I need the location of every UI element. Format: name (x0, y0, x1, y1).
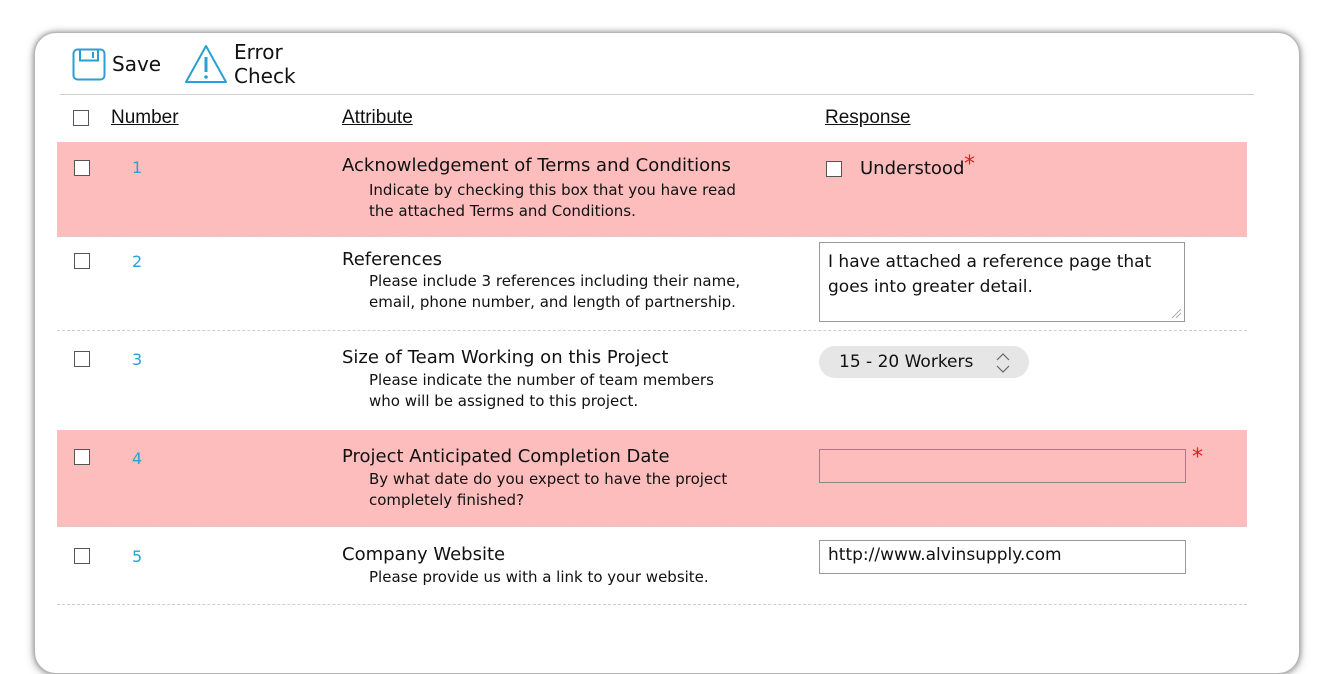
completion-date-input[interactable] (819, 449, 1186, 483)
team-size-value: 15 - 20 Workers (839, 352, 974, 372)
row-title: Size of Team Working on this Project (342, 347, 669, 368)
toolbar-divider (60, 94, 1254, 95)
understood-checkbox-group[interactable] (826, 158, 964, 179)
up-down-chevron-icon[interactable] (994, 350, 1012, 376)
row-checkbox[interactable] (74, 351, 90, 367)
row-checkbox[interactable] (74, 548, 90, 564)
website-input[interactable]: http://www.alvinsupply.com (819, 540, 1186, 574)
row-description: Please include 3 references including their name, email, phone number, and length of partnership. (369, 272, 741, 311)
row-title: Project Anticipated Completion Date (342, 446, 670, 467)
row-number: 4 (132, 449, 143, 468)
row-description: Please indicate the number of team members who will be assigned to this project. (369, 371, 714, 410)
row-title: References (342, 249, 443, 270)
table-row (57, 236, 1247, 331)
understood-checkbox[interactable] (826, 161, 842, 177)
resize-grip-icon[interactable] (1170, 307, 1182, 319)
save-label: Save (112, 52, 162, 76)
select-all-checkbox[interactable] (73, 110, 89, 126)
table-row (57, 430, 1247, 527)
header-attribute[interactable]: Attribute (342, 107, 413, 128)
table-row (57, 142, 1247, 237)
references-textarea[interactable] (819, 242, 1185, 322)
row-checkbox[interactable] (74, 160, 90, 176)
row-description: By what date do you expect to have the project completely finished? (369, 470, 728, 509)
error-check-button[interactable] (184, 40, 296, 88)
table-row (57, 526, 1247, 605)
warning-triangle-icon (184, 44, 228, 84)
references-text: I have attached a reference page that goes into greater detail. (828, 252, 1152, 297)
team-size-select[interactable] (819, 346, 1029, 378)
row-number: 3 (132, 350, 143, 369)
floppy-disk-icon (72, 47, 106, 81)
row-number: 1 (132, 158, 143, 177)
row-description: Indicate by checking this box that you have read the attached Terms and Conditions. (369, 181, 736, 220)
header-number[interactable]: Number (111, 107, 179, 128)
row-number: 5 (132, 547, 143, 566)
table-row (57, 330, 1247, 431)
required-asterisk: * (964, 152, 975, 177)
error-check-label: Error Check (234, 40, 296, 88)
row-title: Company Website (342, 544, 506, 565)
row-description: Please provide us with a link to your website. (369, 568, 709, 586)
row-checkbox[interactable] (74, 253, 90, 269)
save-button[interactable] (72, 44, 161, 84)
understood-label: Understood (860, 158, 965, 179)
required-asterisk: * (1192, 445, 1203, 470)
row-checkbox[interactable] (74, 449, 90, 465)
row-title: Acknowledgement of Terms and Conditions (342, 155, 731, 176)
row-number: 2 (132, 252, 143, 271)
header-response[interactable]: Response (825, 107, 911, 128)
